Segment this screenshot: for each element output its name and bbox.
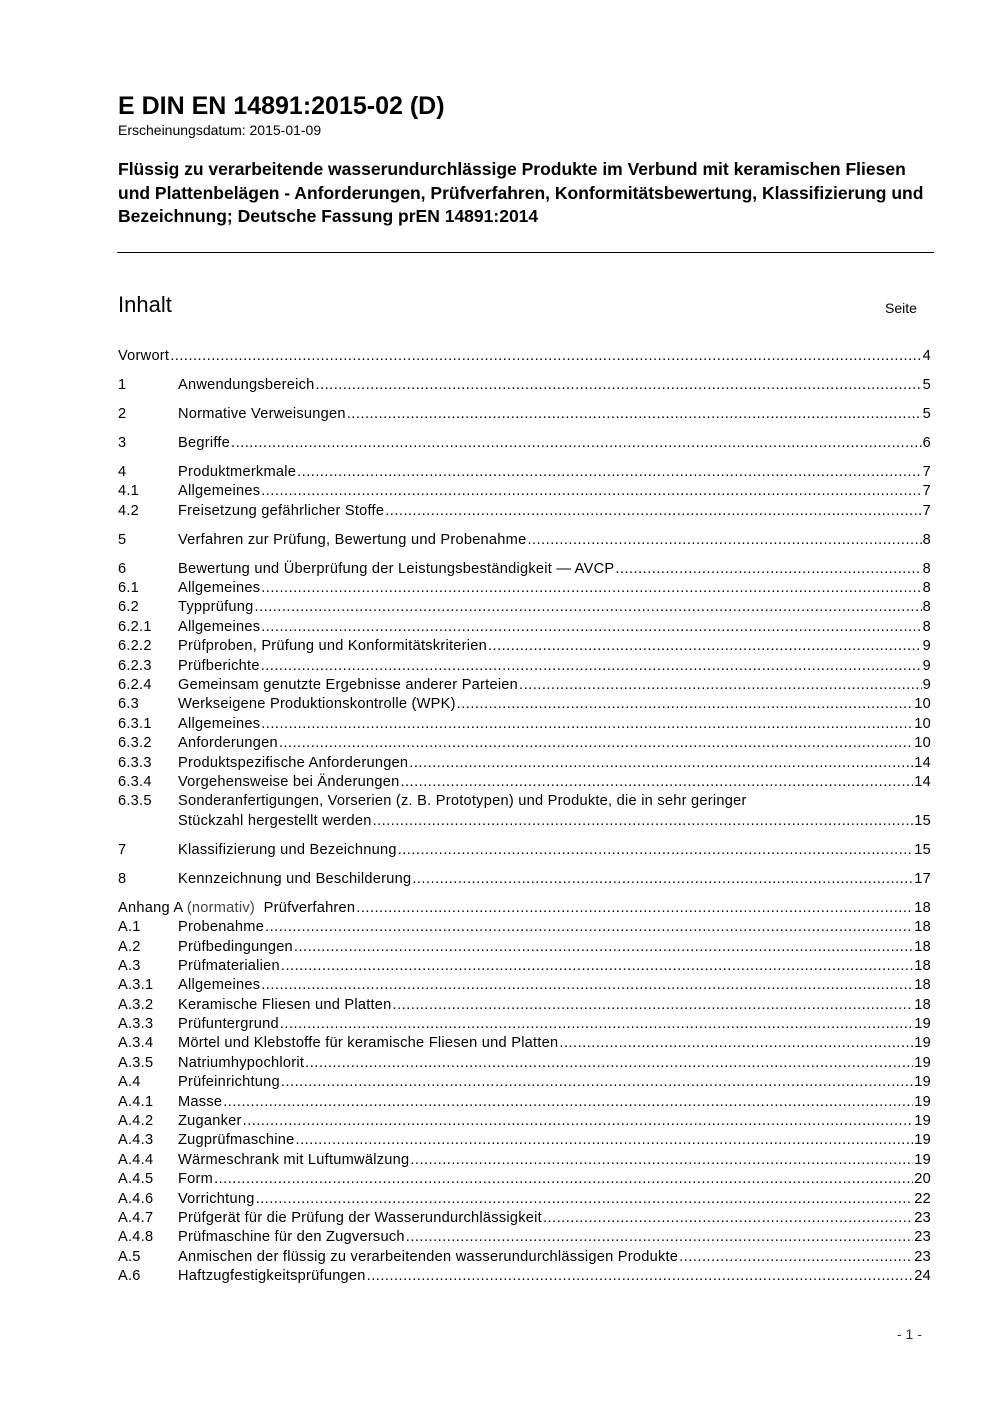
toc-entry-page: 9 [922, 657, 931, 674]
toc-entry-page: 23 [914, 1229, 931, 1246]
toc-entry-page: 8 [922, 531, 931, 548]
toc-entry[interactable] [118, 560, 931, 579]
toc-entry-title: Anmischen der flüssig zu verarbeitenden wasserundurchlässigen Produkte [178, 1248, 679, 1265]
toc-heading: Inhalt [118, 292, 172, 317]
toc-leader-dots [385, 502, 921, 521]
toc-leader-dots [294, 938, 913, 957]
toc-entry-line [178, 938, 931, 957]
toc-leader-dots [261, 618, 921, 637]
title-divider [117, 252, 934, 253]
toc-entry-number: 5 [118, 531, 127, 548]
toc-entry[interactable] [118, 1209, 931, 1228]
toc-entry[interactable] [118, 734, 931, 753]
toc-entry-number: 6.3.2 [118, 735, 152, 752]
toc-leader-dots [457, 695, 914, 714]
toc-entry-page: 6 [922, 434, 931, 451]
toc-entry-number: A.4.8 [118, 1229, 154, 1246]
toc-entry-line [178, 1209, 931, 1228]
toc-leader-dots [615, 560, 921, 579]
toc-entry-page: 22 [914, 1190, 931, 1207]
toc-entry-line [178, 1112, 931, 1131]
toc-entry[interactable] [118, 405, 931, 424]
toc-entry-number: 6.2.3 [118, 657, 152, 674]
toc-leader-dots [243, 1112, 914, 1131]
toc-entry-page: 10 [914, 715, 931, 732]
toc-entry-line [178, 637, 931, 656]
table-of-contents [118, 347, 931, 1287]
toc-entry-number: 6.3.3 [118, 754, 152, 771]
toc-entry-title: Allgemeines [178, 483, 261, 500]
toc-entry-number: A.3.2 [118, 996, 154, 1013]
toc-entry-line [178, 870, 931, 889]
toc-entry-number: 6.1 [118, 580, 140, 597]
toc-entry-line [178, 1093, 931, 1112]
toc-leader-dots [559, 1034, 913, 1053]
toc-entry-title: Zugprüfmaschine [178, 1132, 295, 1149]
toc-entry-title: Vorwort [118, 348, 170, 364]
toc-leader-dots [406, 1228, 914, 1247]
toc-entry-number: 8 [118, 870, 127, 887]
toc-entry-page: 14 [914, 773, 931, 790]
toc-entry[interactable] [118, 1015, 931, 1034]
toc-entry-line [178, 618, 931, 637]
toc-entry-title: Form [178, 1171, 214, 1188]
toc-entry-line [178, 773, 931, 792]
toc-entry-page: 8 [922, 618, 931, 635]
toc-entry-line [178, 996, 931, 1015]
toc-entry-line [178, 376, 931, 395]
toc-leader-dots [367, 1267, 914, 1286]
toc-leader-dots [305, 1054, 913, 1073]
toc-entry[interactable] [118, 996, 931, 1015]
toc-entry-line [178, 531, 931, 550]
toc-entry-line [178, 1228, 931, 1247]
toc-entry-number: A.6 [118, 1268, 141, 1285]
toc-leader-dots [261, 976, 913, 995]
toc-entry-number: 6.3.4 [118, 773, 152, 790]
toc-entry[interactable] [118, 482, 931, 501]
toc-entry-page: 19 [914, 1016, 931, 1033]
toc-entry-number: 4.1 [118, 483, 140, 500]
toc-entry-line [178, 715, 931, 734]
toc-entry-title: Masse [178, 1093, 223, 1110]
toc-entry-line [178, 841, 931, 860]
toc-entry-number: A.4.7 [118, 1209, 154, 1226]
toc-entry-number: 6.2 [118, 599, 140, 616]
toc-entry-page: 19 [914, 1074, 931, 1091]
toc-entry-line [178, 1054, 931, 1073]
toc-entry[interactable] [118, 1248, 931, 1267]
toc-entry-title: Vorrichtung [178, 1190, 255, 1207]
toc-leader-dots [519, 676, 922, 695]
toc-leader-dots [527, 531, 921, 550]
toc-leader-dots [356, 899, 913, 918]
toc-leader-dots [265, 918, 913, 937]
toc-entry-line [178, 1015, 931, 1034]
toc-entry[interactable] [118, 1151, 931, 1170]
toc-entry-title: Allgemeines [178, 977, 261, 994]
toc-entry-number: A.3.3 [118, 1016, 154, 1033]
toc-entry-page: 18 [914, 996, 931, 1013]
toc-leader-dots [400, 773, 913, 792]
toc-entry[interactable] [118, 1112, 931, 1131]
toc-entry-line [178, 1131, 931, 1150]
toc-entry-line [178, 463, 931, 482]
toc-entry-line [178, 1073, 931, 1092]
toc-entry-line [178, 812, 931, 831]
toc-entry[interactable] [118, 618, 931, 637]
toc-entry[interactable] [118, 1190, 931, 1209]
toc-leader-dots [279, 734, 913, 753]
toc-entry-title: Allgemeines [178, 580, 261, 597]
toc-entry-number: 7 [118, 841, 127, 858]
toc-leader-dots [261, 579, 921, 598]
toc-entry-title: Prüfeinrichtung [178, 1074, 280, 1091]
annex-title: Prüfverfahren [255, 899, 356, 916]
toc-leader-dots [281, 1073, 913, 1092]
toc-leader-dots [261, 715, 913, 734]
toc-entry-title: Keramische Fliesen und Platten [178, 996, 392, 1013]
toc-leader-dots [256, 1190, 914, 1209]
toc-entry-title: Anwendungsbereich [178, 376, 315, 393]
toc-entry[interactable] [118, 957, 931, 976]
toc-entry-title-line1: Sonderanfertigungen, Vorserien (z. B. Prototypen) und Produkte, die in sehr geringer [178, 793, 747, 810]
toc-entry[interactable] [118, 1267, 931, 1286]
toc-entry[interactable] [118, 976, 931, 995]
toc-entry-page: 18 [914, 957, 931, 974]
toc-entry-number: A.1 [118, 919, 141, 936]
toc-entry-number: A.3.5 [118, 1054, 154, 1071]
toc-entry-page: 19 [914, 1035, 931, 1052]
toc-entry-number: 2 [118, 405, 127, 422]
toc-entry[interactable] [118, 657, 931, 676]
toc-entry-title: Prüfbedingungen [178, 938, 293, 955]
toc-entry-page: 19 [914, 1132, 931, 1149]
toc-entry-title: Werkseigene Produktionskontrolle (WPK) [178, 696, 456, 713]
toc-entry-number: A.3.4 [118, 1035, 154, 1052]
toc-entry-line [178, 1190, 931, 1209]
toc-entry[interactable] [118, 841, 931, 860]
toc-leader-dots [373, 812, 914, 831]
toc-entry-title: Prüfmaterialien [178, 957, 280, 974]
toc-entry-line [178, 657, 931, 676]
toc-entry-title: Produktmerkmale [178, 463, 297, 480]
toc-entry-title: Haftzugfestigkeitsprüfungen [178, 1268, 366, 1285]
toc-entry-page: 10 [914, 735, 931, 752]
toc-entry[interactable] [118, 1073, 931, 1092]
toc-entry-title: Prüfuntergrund [178, 1016, 279, 1033]
toc-leader-dots [543, 1209, 913, 1228]
toc-entry-line [178, 502, 931, 521]
toc-leader-dots [679, 1248, 913, 1267]
toc-entry[interactable] [118, 695, 931, 714]
toc-leader-dots [398, 841, 914, 860]
toc-entry-page: 9 [922, 677, 931, 694]
toc-entry-title: Probenahme [178, 919, 265, 936]
toc-leader-dots [255, 598, 922, 617]
toc-entry-page: 8 [922, 560, 931, 577]
toc-entry-number: A.2 [118, 938, 141, 955]
toc-entry-line [178, 579, 931, 598]
toc-entry-line [178, 676, 931, 695]
toc-entry-title: Klassifizierung und Bezeichnung [178, 841, 397, 858]
toc-entry-page: 19 [914, 1113, 931, 1130]
toc-entry-page: 24 [914, 1268, 931, 1285]
toc-entry-number: 4 [118, 463, 127, 480]
toc-entry[interactable] [118, 1054, 931, 1073]
toc-entry[interactable] [118, 463, 931, 482]
toc-entry-line [178, 1170, 931, 1189]
toc-leader-dots [316, 376, 922, 395]
toc-leader-dots [412, 870, 913, 889]
toc-entry[interactable] [118, 676, 931, 695]
toc-leader-dots [223, 1093, 913, 1112]
toc-entry-title: Anforderungen [178, 735, 278, 752]
toc-entry-page: 4 [922, 348, 931, 364]
toc-entry[interactable] [118, 1034, 931, 1053]
toc-entry-number: A.4.3 [118, 1132, 154, 1149]
toc-leader-dots [231, 434, 922, 453]
toc-entry-line [178, 1248, 931, 1267]
toc-entry-number: 1 [118, 376, 127, 393]
publication-date: Erscheinungsdatum: 2015-01-09 [118, 122, 322, 138]
toc-entry-number: A.3 [118, 957, 141, 974]
toc-entry-line [178, 957, 931, 976]
toc-entry-title: Allgemeines [178, 715, 261, 732]
toc-leader-dots [214, 1170, 913, 1189]
toc-entry-page: 20 [914, 1171, 931, 1188]
toc-entry-page: 7 [922, 483, 931, 500]
toc-entry-number: 6.3 [118, 696, 140, 713]
toc-entry-number: A.4 [118, 1074, 141, 1091]
toc-entry-line [178, 405, 931, 424]
toc-entry-page: 7 [922, 463, 931, 480]
toc-entry-title: Produktspezifische Anforderungen [178, 754, 409, 771]
toc-entry[interactable] [118, 792, 931, 831]
toc-entry-page: 18 [914, 977, 931, 994]
toc-entry-line [178, 598, 931, 617]
toc-entry[interactable] [118, 531, 931, 550]
toc-entry[interactable] [118, 773, 931, 792]
annex-kind: (normativ) [186, 899, 255, 916]
toc-entry-line [178, 1267, 931, 1286]
toc-leader-dots [488, 637, 922, 656]
toc-entry-page: 8 [922, 599, 931, 616]
toc-entry-line [178, 734, 931, 753]
toc-entry-line [178, 434, 931, 453]
toc-leader-dots [281, 957, 913, 976]
page-number: - 1 - [897, 1326, 922, 1342]
toc-entry-page: 19 [914, 1151, 931, 1168]
toc-entry-title: Bewertung und Überprüfung der Leistungsbeständigkeit — AVCP [178, 560, 615, 577]
toc-entry-number: 6.2.1 [118, 618, 152, 635]
toc-entry-title: Prüfgerät für die Prüfung der Wasserundurchlässigkeit [178, 1209, 542, 1226]
toc-entry[interactable] [118, 1170, 931, 1189]
toc-entry-title: Verfahren zur Prüfung, Bewertung und Probenahme [178, 531, 527, 548]
toc-leader-dots [170, 347, 921, 366]
document-title: Flüssig zu verarbeitende wasserundurchlässige Produkte im Verbund mit keramischen Fliesen und Plattenbelägen - Anforderungen, Prüfverfahren, Konformitätsbewertung, Klassifizierung und Bezeichnung; Deutsche Fassung prEN 14891:2014 [118, 159, 924, 226]
toc-leader-dots [261, 657, 922, 676]
toc-entry-title: Prüfberichte [178, 657, 260, 674]
toc-entry-line [118, 347, 931, 366]
toc-entry-title: Begriffe [178, 434, 231, 451]
toc-entry[interactable] [118, 715, 931, 734]
toc-entry[interactable] [118, 1228, 931, 1247]
toc-leader-dots [280, 1015, 913, 1034]
toc-entry-title: Gemeinsam genutzte Ergebnisse anderer Parteien [178, 677, 519, 694]
toc-entry-number: 4.2 [118, 502, 140, 519]
toc-entry[interactable] [118, 870, 931, 889]
toc-entry-title: Vorgehensweise bei Änderungen [178, 773, 400, 790]
toc-entry-line [178, 918, 931, 937]
toc-leader-dots [347, 405, 922, 424]
toc-entry-line [178, 1151, 931, 1170]
toc-entry-title: Zuganker [178, 1113, 242, 1130]
toc-entry[interactable] [118, 938, 931, 957]
toc-entry-title: Stückzahl hergestellt werden [178, 812, 372, 829]
toc-entry-number: A.3.1 [118, 977, 154, 994]
toc-entry-title: Allgemeines [178, 618, 261, 635]
toc-entry-number: 3 [118, 434, 127, 451]
toc-entry-page: 18 [914, 938, 931, 955]
toc-entry-number: A.4.6 [118, 1190, 154, 1207]
toc-entry-number: A.4.1 [118, 1093, 154, 1110]
toc-entry[interactable] [118, 376, 931, 395]
toc-entry-number: A.4.4 [118, 1151, 154, 1168]
toc-entry[interactable] [118, 347, 931, 366]
toc-entry-title: Natriumhypochlorit [178, 1054, 305, 1071]
toc-entry[interactable] [118, 754, 931, 773]
toc-entry-page: 5 [922, 376, 931, 393]
toc-entry-title: Typprüfung [178, 599, 254, 616]
toc-entry-line [178, 754, 931, 773]
toc-entry-title: Kennzeichnung und Beschilderung [178, 870, 412, 887]
toc-entry-page: 17 [914, 870, 931, 887]
page-column-label: Seite [885, 300, 917, 316]
toc-entry-line [178, 976, 931, 995]
toc-entry-line [178, 1034, 931, 1053]
toc-leader-dots [410, 1151, 913, 1170]
toc-entry-number: 6.2.4 [118, 677, 152, 694]
toc-entry[interactable] [118, 502, 931, 521]
toc-entry-number: 6.3.5 [118, 793, 152, 810]
toc-entry-number: A.4.5 [118, 1171, 154, 1188]
toc-entry[interactable] [118, 637, 931, 656]
toc-entry-page: 18 [914, 919, 931, 936]
toc-entry-title: Prüfmaschine für den Zugversuch [178, 1229, 405, 1246]
toc-entry[interactable] [118, 899, 931, 918]
toc-entry-page: 15 [914, 812, 931, 829]
toc-entry[interactable] [118, 1093, 931, 1112]
toc-entry-number: A.5 [118, 1248, 141, 1265]
toc-entry-line [178, 560, 931, 579]
toc-leader-dots [296, 1131, 914, 1150]
toc-entry[interactable] [118, 434, 931, 453]
toc-entry-page: 7 [922, 502, 931, 519]
toc-entry[interactable] [118, 1131, 931, 1150]
document-id: E DIN EN 14891:2015-02 (D) [118, 92, 445, 120]
toc-leader-dots [297, 463, 922, 482]
annex-label: Anhang A [118, 899, 187, 916]
toc-entry-page: 9 [922, 638, 931, 655]
toc-entry-title: Mörtel und Klebstoffe für keramische Fliesen und Platten [178, 1035, 559, 1052]
toc-entry[interactable] [118, 598, 931, 617]
toc-entry-title: Freisetzung gefährlicher Stoffe [178, 502, 385, 519]
toc-entry[interactable] [118, 918, 931, 937]
toc-entry-page: 5 [922, 405, 931, 422]
toc-entry-page: 18 [914, 899, 931, 916]
toc-leader-dots [393, 996, 914, 1015]
toc-entry-page: 19 [914, 1093, 931, 1110]
toc-entry-number: A.4.2 [118, 1113, 154, 1130]
toc-entry-title [118, 899, 355, 918]
toc-entry-number: 6 [118, 560, 127, 577]
toc-entry-page: 23 [914, 1248, 931, 1265]
toc-entry-title: Normative Verweisungen [178, 405, 346, 422]
toc-entry-page: 10 [914, 696, 931, 713]
toc-entry-line [118, 899, 931, 918]
toc-entry-number: 6.2.2 [118, 638, 152, 655]
toc-entry[interactable] [118, 579, 931, 598]
toc-entry-line [178, 695, 931, 714]
toc-leader-dots [261, 482, 921, 501]
toc-entry-page: 23 [914, 1209, 931, 1226]
toc-entry-line [178, 482, 931, 501]
toc-entry-number: 6.3.1 [118, 715, 152, 732]
toc-entry-page: 15 [914, 841, 931, 858]
toc-entry-page: 19 [914, 1054, 931, 1071]
toc-entry-title: Wärmeschrank mit Luftumwälzung [178, 1151, 410, 1168]
toc-entry-page: 8 [922, 580, 931, 597]
toc-entry-title: Prüfproben, Prüfung und Konformitätskriterien [178, 638, 487, 655]
toc-leader-dots [409, 754, 913, 773]
toc-entry-page: 14 [914, 754, 931, 771]
